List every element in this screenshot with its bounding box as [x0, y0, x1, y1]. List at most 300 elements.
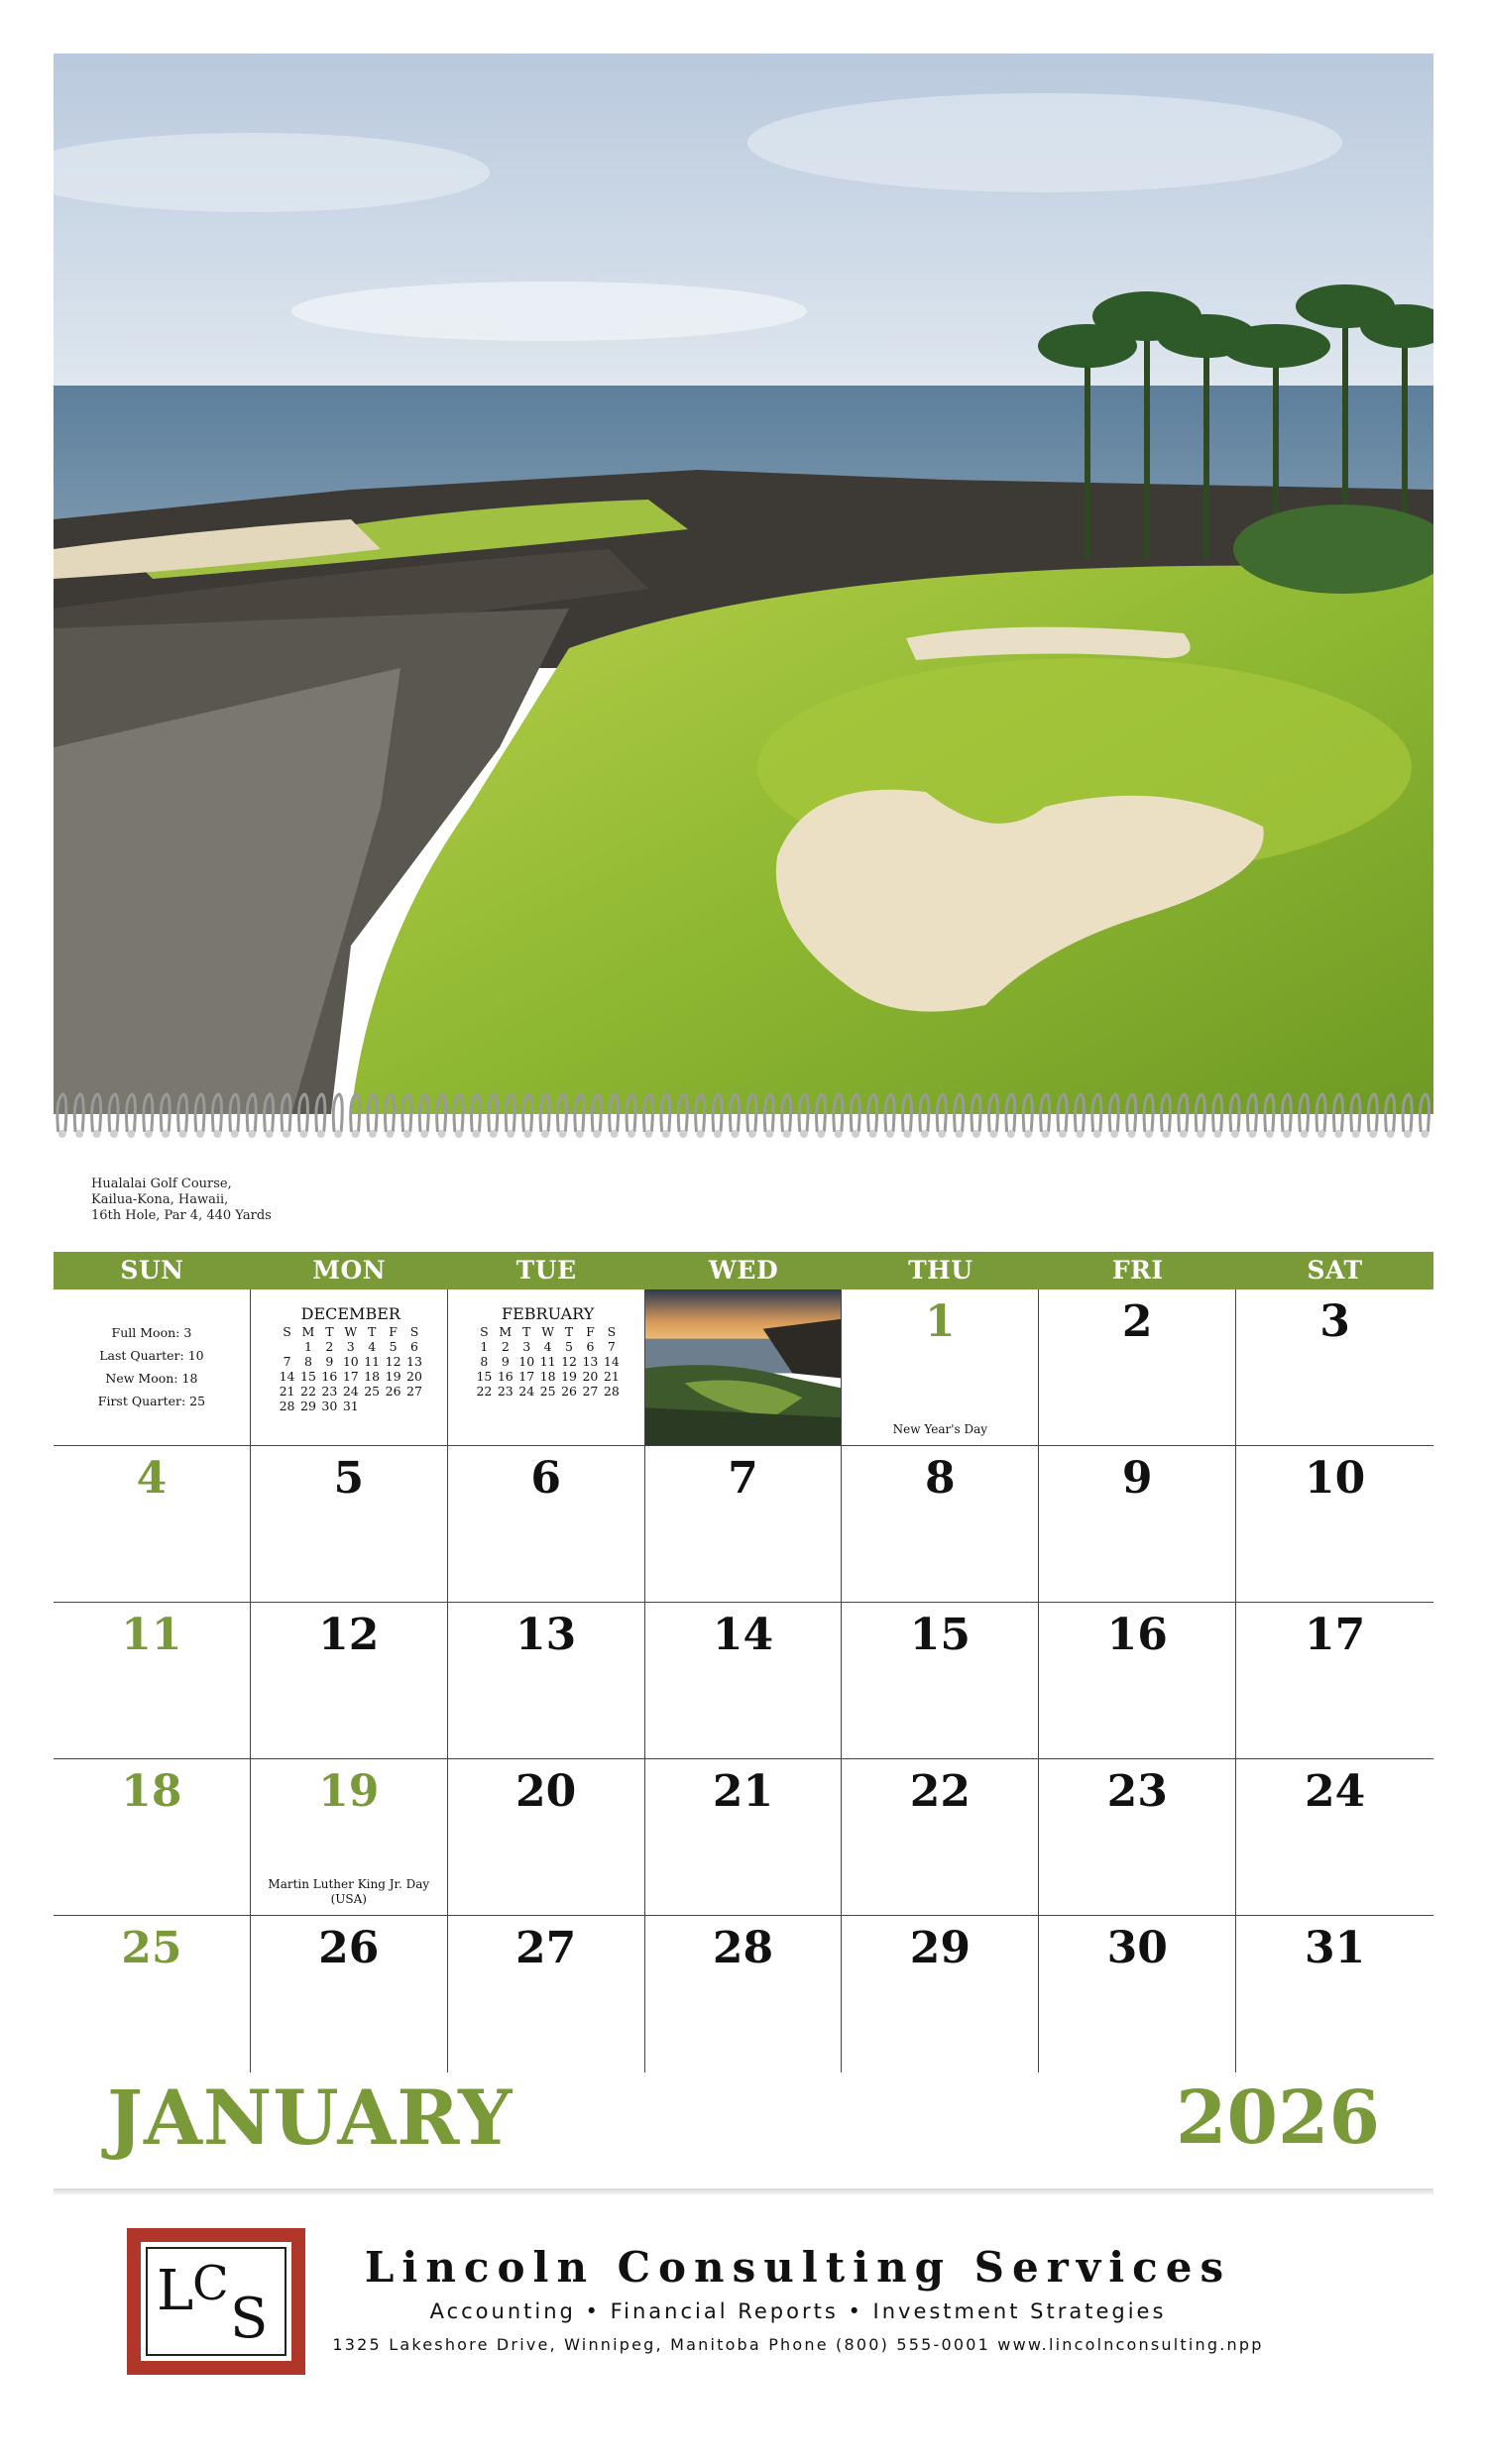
day-cell [1039, 1289, 1236, 1446]
mini-day: 18 [364, 1369, 381, 1384]
weekday-label: SAT [1307, 1256, 1363, 1285]
spiral-ring [1420, 1094, 1429, 1132]
day-cell [645, 1759, 843, 1916]
spiral-hole [541, 1130, 549, 1138]
mini-day: 19 [385, 1369, 401, 1384]
spiral-ring [1386, 1094, 1395, 1132]
spiral-hole [972, 1130, 980, 1138]
spiral-ring [799, 1094, 808, 1132]
spiral-ring [92, 1094, 101, 1132]
spiral-hole [558, 1130, 566, 1138]
spiral-ring [920, 1094, 929, 1132]
spiral-ring [471, 1094, 480, 1132]
spiral-hole [248, 1130, 256, 1138]
spiral-hole [576, 1130, 584, 1138]
day-number: 2 [1121, 1296, 1153, 1347]
day-cell [1039, 1759, 1236, 1916]
mini-day [383, 1399, 403, 1413]
weekday-header [54, 1252, 1433, 1289]
day-number: 24 [1304, 1766, 1366, 1817]
spiral-hole [1197, 1130, 1204, 1138]
spiral-ring [333, 1094, 342, 1132]
mini-weekday: T [522, 1324, 531, 1339]
day-cell [251, 1446, 448, 1603]
spiral-ring [1023, 1094, 1032, 1132]
day-cell [1236, 1759, 1433, 1916]
mini-day: 5 [565, 1339, 573, 1354]
spiral-ring [1282, 1094, 1291, 1132]
spiral-hole [1266, 1130, 1274, 1138]
mini-day: 7 [283, 1354, 291, 1369]
spiral-hole [334, 1130, 342, 1138]
spiral-hole [1317, 1130, 1325, 1138]
mini-weekday: F [586, 1324, 595, 1339]
weekday-label: MON [312, 1256, 387, 1285]
spiral-ring [1333, 1094, 1342, 1132]
spiral-hole [731, 1130, 739, 1138]
photo-caption [91, 1176, 272, 1224]
spiral-hole [886, 1130, 894, 1138]
day-number: 25 [121, 1923, 182, 1973]
spiral-ring [816, 1094, 825, 1132]
day-number: 8 [925, 1453, 956, 1504]
spiral-hole [490, 1130, 498, 1138]
spiral-hole [1110, 1130, 1118, 1138]
mini-day: 23 [321, 1384, 338, 1399]
mini-day: 12 [561, 1354, 577, 1369]
mini-day: 4 [543, 1339, 552, 1354]
caption-line: Hualalai Golf Course, [91, 1176, 232, 1191]
day-number: 10 [1304, 1453, 1366, 1504]
mini-day: 2 [325, 1339, 334, 1354]
mini-weekday: M [301, 1324, 315, 1339]
spiral-ring [834, 1094, 843, 1132]
mini-day: 30 [321, 1399, 338, 1413]
spiral-ring [557, 1094, 566, 1132]
spiral-ring [988, 1094, 997, 1132]
spiral-ring [247, 1094, 256, 1132]
spiral-hole [800, 1130, 808, 1138]
spiral-hole [1231, 1130, 1239, 1138]
spiral-ring [713, 1094, 722, 1132]
spiral-hole [438, 1130, 446, 1138]
svg-text:S: S [230, 2287, 269, 2351]
spiral-hole [835, 1130, 843, 1138]
spiral-hole [196, 1130, 204, 1138]
spiral-hole [1369, 1130, 1377, 1138]
spiral-hole [1214, 1130, 1222, 1138]
spiral-hole [903, 1130, 911, 1138]
svg-text:C: C [192, 2256, 229, 2311]
spiral-hole [714, 1130, 722, 1138]
golf-course-photo [54, 54, 1433, 1114]
mini-day: 29 [300, 1399, 316, 1413]
spiral-ring [592, 1094, 601, 1132]
spiral-hole [162, 1130, 170, 1138]
mini-weekday: S [607, 1324, 617, 1339]
weekday-label: WED [708, 1256, 779, 1285]
mini-day: 24 [518, 1384, 535, 1399]
spiral-hole [1024, 1130, 1032, 1138]
spiral-hole [386, 1130, 394, 1138]
day-number: 15 [909, 1610, 971, 1660]
day-number: 3 [1319, 1296, 1350, 1347]
mini-day: 28 [279, 1399, 295, 1413]
spiral-ring [678, 1094, 687, 1132]
svg-text:L: L [157, 2259, 194, 2323]
spiral-hole [179, 1130, 187, 1138]
spiral-hole [852, 1130, 859, 1138]
spiral-hole [283, 1130, 290, 1138]
spiral-ring [265, 1094, 274, 1132]
mini-day: 26 [561, 1384, 577, 1399]
spiral-ring [610, 1094, 619, 1132]
spiral-ring [972, 1094, 980, 1132]
day-number: 22 [909, 1766, 971, 1817]
mini-day: 31 [342, 1399, 359, 1413]
mini-day: 18 [539, 1369, 556, 1384]
divider [54, 2188, 1433, 2194]
spiral-hole [524, 1130, 532, 1138]
day-cell [54, 1603, 251, 1759]
spiral-ring [1316, 1094, 1325, 1132]
day-number: 16 [1106, 1610, 1168, 1660]
mini-weekday: F [389, 1324, 398, 1339]
spiral-ring [1109, 1094, 1118, 1132]
mini-day: 26 [385, 1384, 401, 1399]
spiral-hole [593, 1130, 601, 1138]
moon-phase: Full Moon: 3 [111, 1325, 192, 1340]
spiral-hole [369, 1130, 377, 1138]
mini-day: 1 [303, 1339, 312, 1354]
mini-day: 10 [342, 1354, 359, 1369]
day-number: 26 [318, 1923, 380, 1973]
moon-phase: New Moon: 18 [105, 1371, 198, 1386]
day-number: 28 [712, 1923, 774, 1973]
spiral-ring [74, 1094, 83, 1132]
spiral-ring [298, 1094, 307, 1132]
mini-day: 9 [325, 1354, 334, 1369]
spiral-hole [93, 1130, 101, 1138]
mini-day: 13 [582, 1354, 599, 1369]
moon-phases-cell [54, 1289, 251, 1446]
calendar-grid [54, 1252, 1433, 2072]
mini-day [403, 1399, 424, 1413]
spiral-ring [144, 1094, 153, 1132]
day-number: 30 [1106, 1923, 1168, 1973]
mini-day: 8 [303, 1354, 312, 1369]
day-cell [842, 1603, 1039, 1759]
spiral-ring [1075, 1094, 1084, 1132]
spiral-ring [937, 1094, 946, 1132]
day-cell [1236, 1916, 1433, 2072]
caption-line: Kailua-Kona, Hawaii, [91, 1192, 229, 1207]
spiral-hole [507, 1130, 515, 1138]
spiral-ring [230, 1094, 239, 1132]
mini-day: 15 [476, 1369, 493, 1384]
spiral-hole [58, 1130, 66, 1138]
day-number: 7 [728, 1453, 758, 1504]
spiral-hole [1180, 1130, 1188, 1138]
day-number: 12 [318, 1610, 380, 1660]
spiral-ring [643, 1094, 652, 1132]
company-name: Lincoln Consulting Services [364, 2243, 1232, 2292]
mini-weekday: S [480, 1324, 489, 1339]
spiral-ring [178, 1094, 187, 1132]
spiral-hole [472, 1130, 480, 1138]
spiral-ring [696, 1094, 705, 1132]
spiral-ring [1300, 1094, 1309, 1132]
spiral-ring [126, 1094, 135, 1132]
month-title: JANUARY [107, 2073, 514, 2162]
thumbnail-photo [645, 1289, 842, 1445]
spiral-hole [783, 1130, 791, 1138]
spiral-ring [1058, 1094, 1067, 1132]
spiral-hole [1128, 1130, 1136, 1138]
day-cell [842, 1759, 1039, 1916]
mini-weekday: S [283, 1324, 291, 1339]
spiral-ring [764, 1094, 773, 1132]
weekday-label: FRI [1111, 1256, 1164, 1285]
day-cell [448, 1916, 645, 2072]
spiral-ring [1351, 1094, 1360, 1132]
day-cell [54, 1759, 251, 1916]
spiral-hole [1283, 1130, 1291, 1138]
moon-phase: Last Quarter: 10 [99, 1348, 204, 1363]
mini-day: 16 [321, 1369, 338, 1384]
spiral-hole [420, 1130, 428, 1138]
mini-day: 27 [582, 1384, 599, 1399]
day-number: 19 [318, 1766, 380, 1817]
mini-calendar-table [474, 1324, 623, 1399]
company-tagline: Accounting • Financial Reports • Investment Strategies [429, 2299, 1167, 2323]
mini-day: 17 [342, 1369, 359, 1384]
spiral-ring [1247, 1094, 1256, 1132]
spiral-hole [1301, 1130, 1309, 1138]
mini-day: 25 [539, 1384, 556, 1399]
mini-day: 2 [501, 1339, 510, 1354]
day-grid [54, 1289, 1433, 2072]
day-number: 6 [530, 1453, 561, 1504]
mini-weekday: W [344, 1324, 358, 1339]
spiral-hole [989, 1130, 997, 1138]
day-number: 21 [712, 1766, 774, 1817]
mini-weekday: W [541, 1324, 555, 1339]
mini-day: 8 [480, 1354, 489, 1369]
spiral-hole [231, 1130, 239, 1138]
year-title: 2026 [1176, 2075, 1380, 2161]
mini-day: 16 [497, 1369, 514, 1384]
spiral-ring [1006, 1094, 1015, 1132]
mini-day: 19 [561, 1369, 577, 1384]
spiral-ring [661, 1094, 670, 1132]
holiday-label: New Year's Day [892, 1422, 988, 1436]
spiral-hole [611, 1130, 619, 1138]
day-number: 5 [333, 1453, 365, 1504]
day-cell [251, 1759, 448, 1916]
spiral-ring [402, 1094, 411, 1132]
mini-day: 28 [603, 1384, 620, 1399]
spiral-ring [747, 1094, 756, 1132]
spiral-ring [437, 1094, 446, 1132]
weekday-label: SUN [120, 1256, 184, 1285]
spiral-ring [1213, 1094, 1222, 1132]
spiral-ring [385, 1094, 394, 1132]
mini-day: 11 [539, 1354, 556, 1369]
mini-calendar-table [277, 1324, 425, 1413]
spiral-hole [1093, 1130, 1101, 1138]
day-number: 11 [121, 1610, 182, 1660]
spiral-hole [628, 1130, 635, 1138]
spiral-ring [1041, 1094, 1050, 1132]
spiral-ring [316, 1094, 325, 1132]
mini-day: 12 [385, 1354, 401, 1369]
day-cell [1039, 1916, 1236, 2072]
spiral-ring [1368, 1094, 1377, 1132]
day-number: 14 [712, 1610, 774, 1660]
mini-weekday: T [325, 1324, 334, 1339]
mini-day: 25 [364, 1384, 381, 1399]
spiral-ring [1092, 1094, 1101, 1132]
holiday-label: Martin Luther King Jr. Day (USA) [268, 1877, 430, 1906]
mini-day [361, 1399, 382, 1413]
spiral-hole [869, 1130, 877, 1138]
day-cell [842, 1289, 1039, 1446]
day-cell [448, 1759, 645, 1916]
day-cell [448, 1446, 645, 1603]
caption-line: 16th Hole, Par 4, 440 Yards [91, 1208, 272, 1223]
mini-day: 20 [582, 1369, 599, 1384]
spiral-hole [110, 1130, 118, 1138]
spiral-hole [455, 1130, 463, 1138]
spiral-ring [161, 1094, 170, 1132]
mini-day: 5 [389, 1339, 398, 1354]
mini-day: 6 [586, 1339, 595, 1354]
spiral-ring [212, 1094, 221, 1132]
spiral-ring [540, 1094, 549, 1132]
spiral-ring [1230, 1094, 1239, 1132]
mini-day: 3 [522, 1339, 531, 1354]
day-number: 20 [515, 1766, 577, 1817]
spiral-hole [679, 1130, 687, 1138]
mini-day: 15 [300, 1369, 316, 1384]
spiral-hole [1059, 1130, 1067, 1138]
spiral-hole [956, 1130, 964, 1138]
mini-calendar-title: DECEMBER [300, 1304, 400, 1323]
mini-day [277, 1339, 297, 1354]
spiral-ring [730, 1094, 739, 1132]
day-number: 31 [1304, 1923, 1366, 1973]
spiral-hole [1248, 1130, 1256, 1138]
weekday-label: THU [908, 1256, 973, 1285]
spiral-ring [955, 1094, 964, 1132]
spiral-hole [403, 1130, 411, 1138]
mini-day: 13 [406, 1354, 422, 1369]
spiral-ring [627, 1094, 635, 1132]
mini-day: 21 [279, 1384, 295, 1399]
mini-day: 10 [518, 1354, 535, 1369]
spiral-ring [851, 1094, 859, 1132]
mini-day: 11 [364, 1354, 381, 1369]
spiral-ring [1196, 1094, 1204, 1132]
mini-day: 27 [406, 1384, 422, 1399]
day-cell [54, 1446, 251, 1603]
mini-calendar-title: FEBRUARY [502, 1304, 595, 1323]
spiral-ring [1144, 1094, 1153, 1132]
mini-day: 14 [603, 1354, 620, 1369]
day-number: 18 [121, 1766, 182, 1817]
spiral-hole [662, 1130, 670, 1138]
spiral-hole [1387, 1130, 1395, 1138]
spiral-hole [299, 1130, 307, 1138]
day-number: 29 [909, 1923, 971, 1973]
spiral-hole [1042, 1130, 1050, 1138]
mini-calendar-february [448, 1289, 645, 1446]
spiral-ring [1127, 1094, 1136, 1132]
spiral-hole [317, 1130, 325, 1138]
day-cell [251, 1603, 448, 1759]
spiral-ring [885, 1094, 894, 1132]
mini-day: 14 [279, 1369, 295, 1384]
day-cell [842, 1916, 1039, 2072]
mini-day: 6 [410, 1339, 418, 1354]
spiral-hole [748, 1130, 756, 1138]
spiral-hole [127, 1130, 135, 1138]
day-number: 17 [1304, 1610, 1366, 1660]
spiral-ring [368, 1094, 377, 1132]
mini-calendar-december [251, 1289, 448, 1446]
mini-day: 20 [406, 1369, 422, 1384]
mini-day: 22 [300, 1384, 316, 1399]
spiral-hole [938, 1130, 946, 1138]
day-cell [1039, 1446, 1236, 1603]
spiral-ring [282, 1094, 290, 1132]
spiral-hole [817, 1130, 825, 1138]
spiral-hole [1334, 1130, 1342, 1138]
day-number: 1 [925, 1296, 956, 1347]
spiral-ring [57, 1094, 66, 1132]
spiral-ring [902, 1094, 911, 1132]
day-cell [645, 1916, 843, 2072]
spiral-hole [145, 1130, 153, 1138]
spiral-hole [1404, 1130, 1412, 1138]
thumbnail-photo-cell [645, 1289, 843, 1446]
spiral-hole [266, 1130, 274, 1138]
mini-weekday: T [368, 1324, 377, 1339]
moon-phase: First Quarter: 25 [97, 1394, 206, 1408]
spiral-ring [195, 1094, 204, 1132]
mini-day: 1 [480, 1339, 489, 1354]
spiral-hole [1352, 1130, 1360, 1138]
mini-day: 17 [518, 1369, 535, 1384]
day-number: 13 [515, 1610, 577, 1660]
spiral-hole [75, 1130, 83, 1138]
spiral-ring [1161, 1094, 1170, 1132]
spiral-hole [213, 1130, 221, 1138]
spiral-ring [868, 1094, 877, 1132]
spiral-hole [1145, 1130, 1153, 1138]
weekday-label: TUE [515, 1256, 577, 1285]
day-cell [1236, 1289, 1433, 1446]
mini-day: 24 [342, 1384, 359, 1399]
spiral-ring [454, 1094, 463, 1132]
mini-day: 9 [501, 1354, 510, 1369]
day-cell [1236, 1603, 1433, 1759]
day-cell [645, 1603, 843, 1759]
spiral-binding [54, 1088, 1433, 1148]
day-cell [842, 1446, 1039, 1603]
spiral-ring [419, 1094, 428, 1132]
